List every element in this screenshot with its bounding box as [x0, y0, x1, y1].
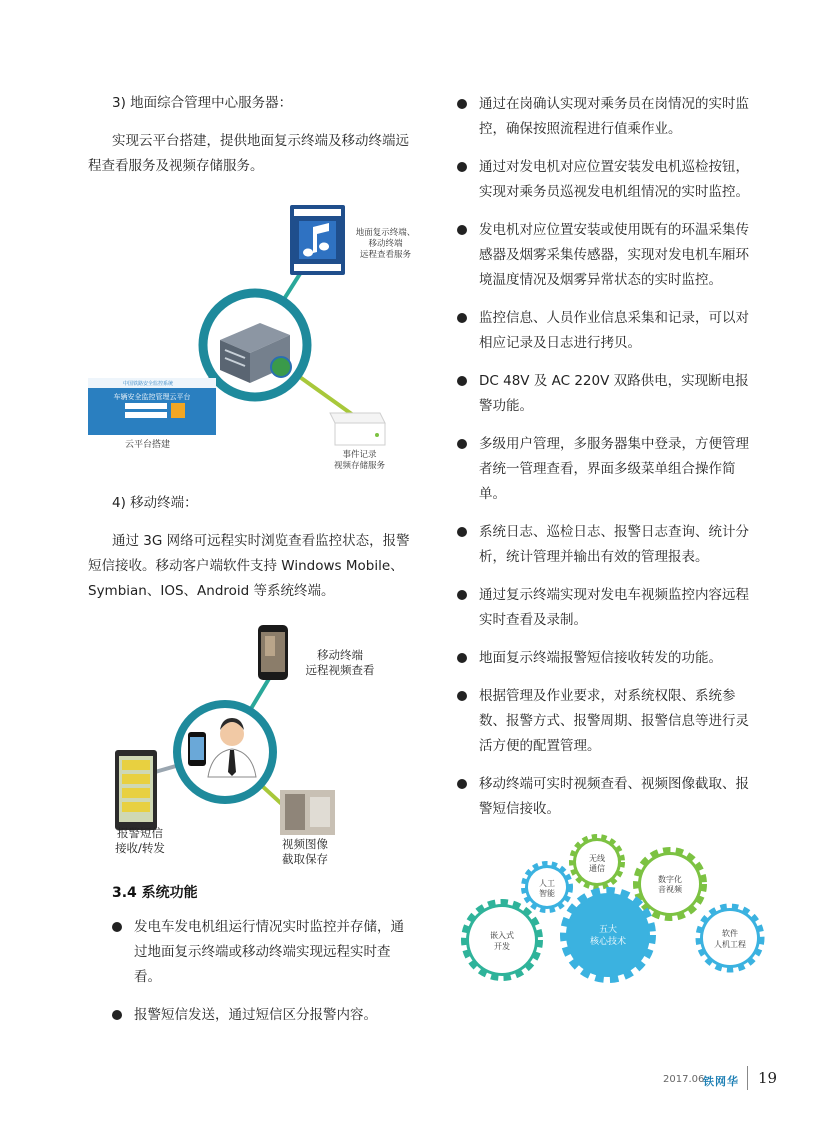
iphone-icon [188, 732, 206, 766]
embedded-label-2: 开发 [494, 942, 510, 951]
embedded-gear [466, 904, 538, 976]
cloud-caption: 云平台搭建 [124, 440, 170, 450]
list-item: 通过复示终端实现对发电车视频监控内容远程实时查看及录制。 [457, 583, 755, 633]
item4-paragraph: 通过 3G 网络可远程实时浏览查看监控状态，报警短信接收。移动客户端软件支持 Windows Mobile、Symbian、IOS、Android 等系统终端。 [88, 533, 410, 599]
digital-gear [638, 852, 702, 916]
list-item: 监控信息、人员作业信息采集和记录，可以对相应记录及日志进行拷贝。 [457, 306, 755, 356]
list-item: 通过对发电机对应位置安装发电机巡检按钮，实现对乘务员巡视发电机组情况的实时监控。 [457, 155, 755, 205]
storage-device-icon [330, 413, 385, 445]
item4-title: 4) 移动终端： [112, 495, 198, 511]
video-capture-icon [280, 790, 335, 835]
list-item: 多级用户管理，多服务器集中登录，方便管理者统一管理查看，界面多级菜单组合操作简单。 [457, 432, 755, 507]
footer-brand: 铁网华 [703, 1075, 739, 1088]
software-label-2: 人机工程 [714, 940, 746, 949]
media-icon [290, 205, 345, 275]
list-item: 发电机对应位置安装或使用既有的环温采集传感器及烟雾采集传感器，实现对发电机车厢环境温度情况及烟雾异常状态的实时监控。 [457, 218, 755, 293]
page-number: 19 [758, 1069, 778, 1087]
ai-label-1: 人工 [539, 879, 555, 888]
footer-divider [747, 1066, 748, 1090]
embedded-label-1: 嵌入式 [490, 931, 514, 940]
core-tech-gears [460, 832, 770, 992]
list-item: DC 48V 及 AC 220V 双路供电，实现断电报警功能。 [457, 369, 755, 419]
capture-caption: 视频图像 截取保存 [282, 837, 328, 866]
digital-label-2: 音视频 [658, 885, 682, 894]
software-gear [700, 908, 760, 968]
right-bullet-list [457, 92, 755, 822]
list-item: 地面复示终端报警短信接收转发的功能。 [457, 646, 755, 671]
item3-title: 3) 地面综合管理中心服务器： [112, 95, 293, 111]
event-storage-caption: 事件记录 视频存储服务 [333, 450, 385, 471]
digital-label-1: 数字化 [658, 875, 682, 884]
mobile-remote-caption: 移动终端 远程视频查看 [305, 648, 375, 677]
wireless-label-1: 无线 [589, 854, 605, 863]
sms-phone-icon [115, 750, 157, 830]
cloud-screen-brand: 中国铁路安全监控系统 [123, 381, 174, 387]
list-item: 移动终端可实时视频查看、视频图像截取、报警短信接收。 [457, 772, 755, 822]
center-gear [566, 893, 650, 977]
list-item: 发电车发电机组运行情况实时监控并存储，通过地面复示终端或移动终端实现远程实时查看。 [112, 915, 412, 990]
center-label-1: 五大 [598, 925, 618, 935]
center-label-2: 核心技术 [589, 937, 627, 947]
section-heading: 3.4 系统功能 [112, 885, 198, 901]
remote-view-caption: 地面复示终端、 移动终端 远程查看服务 [355, 228, 416, 260]
list-item: 系统日志、巡检日志、报警日志查询、统计分析，统计管理并输出有效的管理报表。 [457, 520, 755, 570]
footer-date: 2017.06 [663, 1074, 705, 1085]
list-item: 报警短信发送，通过短信区分报警内容。 [112, 1003, 412, 1028]
cloud-screen-title: 车辆安全监控管理云平台 [113, 393, 191, 401]
item3-paragraph: 实现云平台搭建，提供地面复示终端及移动终端远程查看服务及视频存储服务。 [88, 133, 409, 174]
ai-label-2: 智能 [539, 889, 555, 898]
list-item: 根据管理及作业要求，对系统权限、系统参数、报警方式、报警周期、报警信息等进行灵活方便的配置管理。 [457, 684, 755, 759]
phone-icon [258, 625, 288, 680]
software-label-1: 软件 [722, 929, 738, 938]
sms-caption: 报警短信 接收/转发 [115, 826, 165, 855]
left-bullet-list [112, 915, 412, 1028]
wireless-label-2: 通信 [589, 864, 605, 873]
list-item: 通过在岗确认实现对乘务员在岗情况的实时监控，确保按照流程进行值乘作业。 [457, 92, 755, 142]
